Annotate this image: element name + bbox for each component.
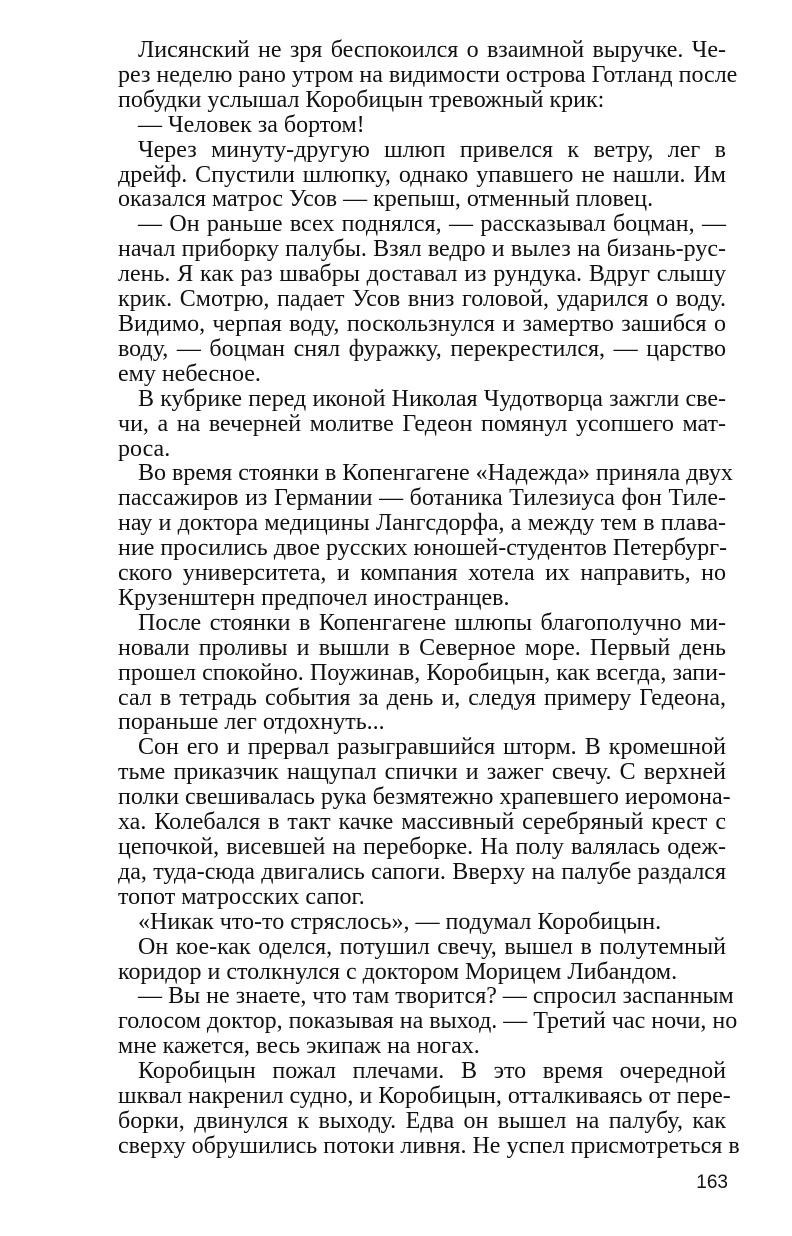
text-line: Сон его и прервал разыгравшийся шторм. В кромешной <box>138 734 726 761</box>
text-line: прошел спокойно. Поужинав, Коробицын, как всегда, запи- <box>118 659 726 686</box>
text-line: нау и доктора медицины Лангсдорфа, а между тем в плава- <box>118 510 726 537</box>
text-line: полки свешивалась рука безмятежно храпевшего иеромона- <box>118 784 731 811</box>
text-line: лень. Я как раз швабры доставал из рундука. Вдруг слышу <box>118 261 726 288</box>
text-line: — Вы не знаете, что там творится? — спросил заспанным <box>138 983 734 1010</box>
text-line: сал в тетрадь события за день и, следуя примеру Гедеона, <box>118 684 726 711</box>
text-line: Он кое-как оделся, потушил свечу, вышел в полутемный <box>138 933 726 960</box>
paragraph <box>118 460 733 611</box>
text-line: чи, а на вечерней молитве Гедеон помянул усопшего мат- <box>118 410 726 437</box>
text-line: Во время стоянки в Копенгагене «Надежда» приняла двух <box>138 460 733 487</box>
text-line: пораньше лег отдохнуть... <box>118 709 385 736</box>
text-line: побудки услышал Коробицын тревожный крик: <box>118 86 605 113</box>
paragraph <box>118 1058 740 1159</box>
text-line: В кубрике перед иконой Николая Чудотворца зажгли све- <box>138 385 726 412</box>
text-line: После стоянки в Копенгагене шлюпы благополучно ми- <box>138 609 726 636</box>
paragraph <box>118 910 726 935</box>
text-line: топот матросских сапог. <box>118 883 365 910</box>
text-line: Видимо, черпая воду, поскользнулся и замертво зашибся о <box>118 310 726 337</box>
text-line: Через минуту-другую шлюп привелся к ветру, лег в <box>138 136 726 163</box>
text-line: да, туда-сюда двигались сапоги. Вверху на палубе раздался <box>118 858 726 885</box>
paragraph <box>118 212 726 386</box>
text-line: ха. Колебался в такт качке массивный серебряный крест с <box>118 809 726 836</box>
text-line: сверху обрушились потоки ливня. Не успел присмотреться в <box>118 1132 740 1159</box>
text-line: борки, двинулся к выходу. Едва он вышел на палубу, как <box>118 1107 726 1134</box>
text-line: тьме приказчик нащупал спички и зажег свечу. С верхней <box>118 759 726 786</box>
text-line: воду, — боцман снял фуражку, перекрестился, — царство <box>118 335 726 362</box>
text-line: начал приборку палубы. Взял ведро и вылез на бизань-рус- <box>118 236 726 263</box>
text-line: «Никак что-то стряслось», — подумал Коробицын. <box>138 908 662 935</box>
text-line: ние просились двое русских юношей-студентов Петербург- <box>118 535 728 562</box>
text-line: Крузенштерн предпочел иностранцев. <box>118 584 510 611</box>
text-line: Коробицын пожал плечами. В это время очередной <box>138 1058 726 1085</box>
text-line: голосом доктор, показывая на выход. — Третий час ночи, но <box>118 1008 738 1035</box>
text-line: коридор и столкнулся с доктором Морицем Либандом. <box>118 958 678 985</box>
text-line: пассажиров из Германии — ботаника Тилезиуса фон Тиле- <box>118 485 726 512</box>
text-line: ского университета, и компания хотела их направить, но <box>118 560 726 587</box>
text-line: — Человек за бортом! <box>138 111 365 138</box>
text-line: цепочкой, висевшей на переборке. На полу валялась одеж- <box>118 834 726 860</box>
paragraph <box>118 387 726 462</box>
page-number: 163 <box>696 1172 728 1193</box>
text-line: рез неделю рано утром на видимости острова Готланд после <box>118 61 738 88</box>
text-line: ему небесное. <box>118 360 261 387</box>
paragraph <box>118 37 738 113</box>
paragraph <box>118 113 726 138</box>
text-line: мне кажется, весь экипаж на ногах. <box>118 1033 480 1060</box>
book-page-text <box>118 37 740 1159</box>
text-line: Лисянский не зря беспокоился о взаимной выручке. Че- <box>138 37 726 63</box>
text-line: дрейф. Спустили шлюпку, однако упавшего не нашли. Им <box>118 161 726 188</box>
text-line: крик. Смотрю, падает Усов вниз головой, ударился о воду. <box>118 286 726 313</box>
paragraph <box>118 935 726 985</box>
text-line: шквал накренил судно, и Коробицын, отталкиваясь от пере- <box>118 1083 731 1110</box>
paragraph <box>118 734 731 910</box>
text-line: оказался матрос Усов — крепыш, отменный пловец. <box>118 186 654 213</box>
text-line: — Он раньше всех поднялся, — рассказывал боцман, — <box>138 211 726 238</box>
paragraph <box>118 138 726 213</box>
text-line: роса. <box>118 435 171 462</box>
paragraph <box>118 611 726 736</box>
paragraph <box>118 983 738 1060</box>
text-line: новали проливы и вышли в Северное море. Первый день <box>118 634 726 661</box>
